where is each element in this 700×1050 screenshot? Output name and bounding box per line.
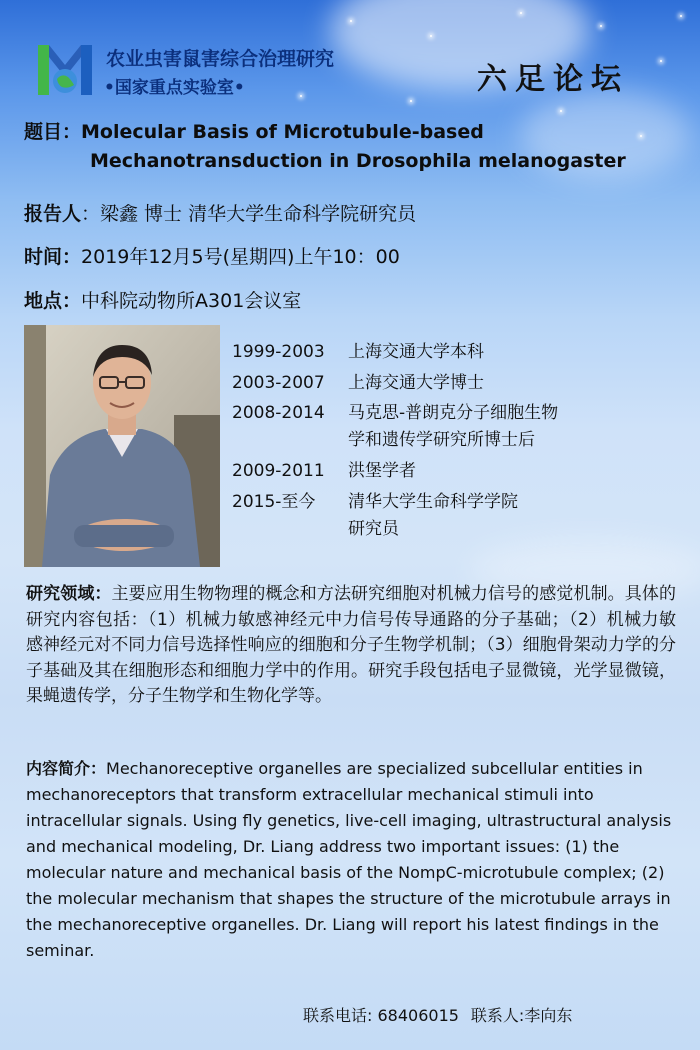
- contact-person-label: 联系人:: [470, 1006, 525, 1025]
- sparkle-icon: [410, 100, 412, 102]
- cv-years: 2009-2011: [232, 461, 325, 481]
- speaker-label: 报告人: [24, 203, 82, 225]
- place-label: 地点：: [24, 290, 82, 312]
- time-value: 2019年12月5号(星期四)上午10：00: [81, 246, 400, 268]
- cv-text: 清华大学生命科学学院: [348, 492, 518, 512]
- sparkle-icon: [350, 20, 352, 22]
- cv-years: 2008-2014: [232, 403, 325, 423]
- research-text: 主要应用生物物理的概念和方法研究细胞对机械力信号的感觉机制。具体的研究内容包括：（1）机械力敏感神经元中力信号传导通路的分子基础；（2）机械力敏感神经元对不同力信号选择性响应的细胞和分子生物学机制；（3）细胞骨架动力学的分子基础及其在细胞形态和细胞力学中的作用。研究手段包括电子显微镜，光学显微镜，果蝇遗传学，分子生物学和生物化学等。: [26, 584, 677, 706]
- cv-text: 上海交通大学本科: [348, 342, 484, 362]
- sparkle-icon: [680, 15, 682, 17]
- title-line-2: Mechanotransduction in Drosophila melanogaster: [90, 150, 626, 172]
- title-label: 题目：: [24, 121, 82, 143]
- cv-text-continued: 研究员: [348, 519, 399, 539]
- summary-text: Mechanoreceptive organelles are specialized subcellular entities in mechanoreceptors that transform extracellular mechanical stimuli into intracellular signals. Using fly genetics, live-cell imaging, ultrastructural analysis and mechanical modeling, Dr. Liang address two important issues: (1) the molecular nature and mechanical basis of the NompC-microtubule complex; (2) the molecular mechanism that shapes the structure of the microtubule arrays in the mechanoreceptive organelles. Dr. Liang will report his latest findings in the seminar.: [26, 759, 672, 960]
- cv-years: 2003-2007: [232, 373, 325, 393]
- talk-title: [24, 118, 626, 176]
- place-row: [24, 286, 301, 313]
- lab-subtitle: •国家重点实验室•: [104, 78, 245, 98]
- lab-name: 农业虫害鼠害综合治理研究: [106, 48, 335, 70]
- place-value: 中科院动物所A301会议室: [81, 290, 302, 312]
- contact-person: 李向东: [524, 1006, 573, 1025]
- cv-years: 2015-至今: [232, 492, 316, 512]
- cv-entry: [232, 487, 518, 512]
- time-label: 时间：: [24, 246, 82, 268]
- cv-entry: [232, 337, 484, 362]
- speaker-value: ：梁鑫 博士 清华大学生命科学院研究员: [81, 203, 417, 225]
- cv-entry: [232, 398, 558, 423]
- title-line-1: Molecular Basis of Microtubule-based: [81, 121, 484, 143]
- sparkle-icon: [640, 135, 642, 137]
- lab-logo-icon: [38, 43, 92, 97]
- sparkle-icon: [560, 110, 562, 112]
- cv-years: 1999-2003: [232, 342, 325, 362]
- sparkle-icon: [430, 35, 432, 37]
- sparkle-icon: [520, 12, 522, 14]
- talk-summary: [26, 756, 674, 964]
- speaker-photo: [24, 325, 220, 567]
- speaker-row: [24, 199, 416, 226]
- forum-title: 六足论坛: [477, 62, 629, 97]
- time-row: [24, 242, 400, 269]
- sparkle-icon: [660, 60, 662, 62]
- phone-label: 联系电话:: [303, 1006, 378, 1025]
- summary-label: 内容简介：: [26, 759, 107, 778]
- research-area: [26, 582, 676, 710]
- contact-info: [303, 1003, 572, 1026]
- cv-entry: [232, 456, 416, 481]
- phone-number: 68406015: [377, 1006, 459, 1025]
- cv-text: 马克思-普朗克分子细胞生物: [348, 403, 559, 423]
- sparkle-icon: [300, 95, 302, 97]
- sparkle-icon: [600, 25, 602, 27]
- research-label: 研究领域：: [26, 584, 112, 604]
- cv-text-continued: 学和遗传学研究所博士后: [348, 430, 535, 450]
- cv-text: 洪堡学者: [348, 461, 416, 481]
- cv-entry: [232, 368, 484, 393]
- cv-text: 上海交通大学博士: [348, 373, 484, 393]
